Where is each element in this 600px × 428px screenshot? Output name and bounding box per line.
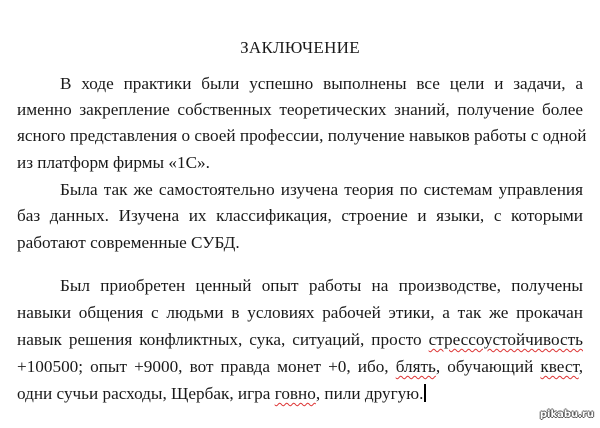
misspelled-word[interactable]: блять [395, 357, 436, 376]
paragraph-2-line-3: работают современные СУБД. [17, 233, 240, 252]
text-run: , обучающий [435, 357, 541, 376]
paragraph-2-line-2: баз данных. Изучена их классификация, строение и языки, с которыми [17, 206, 583, 225]
misspelled-word[interactable]: стрессоустойчивость [428, 330, 583, 349]
paragraph-1-line-2: именно закрепление собственных теоретических знаний, получение более [17, 100, 583, 119]
paragraph-1-line-3: ясного представления о своей профессии, получение навыков работы с одной [17, 126, 587, 145]
text-run: навык решения конфликтных, сука, ситуаций, просто [17, 330, 429, 349]
paragraph-3-line-4 [17, 357, 583, 377]
paragraph-3-line-2: навыки общения с людьми в условиях рабочей этики, а так же прокачан [17, 303, 583, 322]
text-run: , пили другую. [315, 384, 424, 403]
paragraph-2-line-1: Была так же самостоятельно изучена теория по системам управления [60, 180, 583, 199]
misspelled-word[interactable]: квест [540, 357, 579, 376]
paragraph-3-line-5 [17, 384, 583, 404]
paragraph-1-line-1: В ходе практики были успешно выполнены все цели и задачи, а [60, 74, 583, 93]
text-run: , [578, 357, 583, 376]
paragraph-3-line-1: Был приобретен ценный опыт работы на производстве, получены [60, 276, 583, 295]
paragraph-3-line-3 [17, 330, 583, 350]
document-title: ЗАКЛЮЧЕНИЕ [240, 38, 360, 57]
watermark: pikabu.ru [539, 409, 594, 420]
misspelled-word[interactable]: говно [274, 384, 316, 403]
text-run: одни сучьи расходы, Щербак, игра [17, 384, 275, 403]
text-run: +100500; опыт +9000, вот правда монет +0, ибо, [17, 357, 396, 376]
paragraph-1-line-4: из платформ фирмы «1С». [17, 153, 210, 172]
text-cursor [424, 384, 426, 402]
